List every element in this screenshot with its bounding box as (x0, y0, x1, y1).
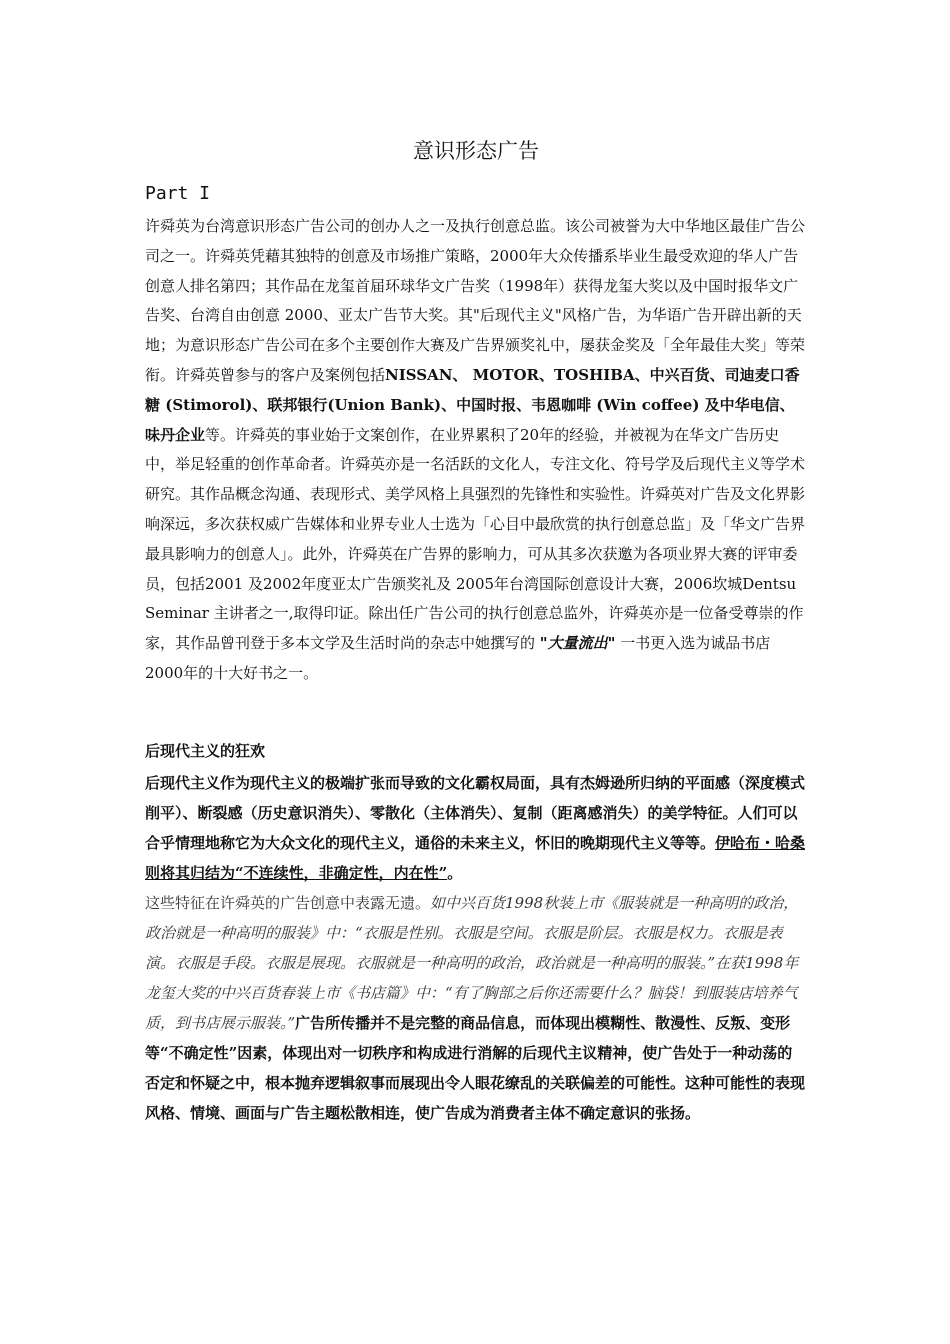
body-regular-1: 这些特征在许舜英的广告创意中表露无遗。 (145, 894, 431, 912)
intro-paragraph (145, 212, 807, 689)
body-bold-2: 。 (447, 864, 463, 882)
section-heading: 后现代主义的狂欢 (145, 742, 266, 760)
body-paragraph (145, 768, 807, 1128)
part-heading: Part I (145, 183, 211, 204)
document-title: 意识形态广告 (413, 139, 539, 163)
body-bold-1: 后现代主义作为现代主义的极端扩张而导致的文化霸权局面，具有杰姆逊所归纳的平面感（深度模式削平）、断裂感（历史意识消失）、零散化（主体消失）、复制（距离感消失）的美学特征。人们可以合乎情理地称它为大众文化的现代主义，通俗的未来主义，怀旧的晚期现代主义等等。 (145, 774, 806, 852)
client-list: NISSAN、 MOTOR、TOSHIBA、中兴百货、司迪麦口香糖 (Stimorol)、联邦银行(Union Bank)、中国时报、韦恩咖啡 (Win coffee) 及中华电信、味丹企业 (145, 365, 800, 444)
intro-text-2: 等。许舜英的事业始于文案创作，在业界累积了20年的经验，并被视为在华文广告历史中，举足轻重的创作革命者。许舜英亦是一名活跃的文化人，专注文化、符号学及后现代主义等学术研究。其作品概念沟通、表现形式、美学风格上具强烈的先锋性和实验性。许舜英对广告及文化界影响深远，多次获权威广告媒体和业界专业人士选为「心目中最欣赏的执行创意总监」及「华文广告界最具影响力的创意人」。此外，许舜英在广告界的影响力，可从其多次获邀为各项业界大赛的评审委员，包括2001 及2002年度亚太广告颁奖礼及 2005年台湾国际创意设计大赛，2006坎城Dentsu Seminar 主讲者之一,取得印证。除出任广告公司的执行创意总监外，许舜英亦是一位备受尊崇的作家，其作品曾刊登于多本文学及生活时尚的杂志中她撰写的 (145, 425, 806, 653)
body-bold-3: 广告所传播并不是完整的商品信息，而体现出模糊性、散漫性、反叛、变形等“不确定性”因素，体现出对一切秩序和构成进行消解的后现代主议精神，使广告处于一种动荡的否定和怀疑之中，根本抛弃逻辑叙事而展现出令人眼花缭乱的关联偏差的可能性。这种可能性的表现风格、情境、画面与广告主题松散相连，使广告成为消费者主体不确定意识的张扬。 (145, 1014, 806, 1122)
intro-text-3: 一书更入选为诚品书店2000年的十大好书之一。 (145, 634, 771, 682)
body-underlined-quote: 伊哈布・哈桑则将其归结为“不连续性，非确定性，内在性” (145, 834, 806, 882)
book-title: "大量流出" (539, 634, 616, 653)
intro-text-1: 许舜英为台湾意识形态广告公司的创办人之一及执行创意总监。该公司被誉为大中华地区最佳广告公司之一。许舜英凭藉其独特的创意及市场推广策略，2000年大众传播系毕业生最受欢迎的华人广告创意人排名第四；其作品在龙玺首届环球华文广告奖（1998年）获得龙玺大奖以及中国时报华文广告奖、台湾自由创意 2000、亚太广告节大奖。其"后现代主义"风格广告，为华语广告开辟出新的天地；为意识形态广告公司在多个主要创作大赛及广告界颁奖礼中，屡获金奖及「全年最佳大奖」等荣衔。许舜英曾参与的客户及案例包括 (145, 217, 806, 384)
body-italic-quote: 如中兴百货1998秋装上市《服装就是一种高明的政治，政治就是一种高明的服装》中：“衣服是性别。衣服是空间。衣服是阶层。衣服是权力。衣服是表演。衣服是手段。衣服是展现。衣服就是一种高明的政治，政治就是一种高明的服装。”在获1998年龙玺大奖的中兴百货春装上市《书店篇》中：“有了胸部之后你还需要什么？脑袋！到服装店培养气质，到书店展示服装。” (145, 894, 799, 1032)
